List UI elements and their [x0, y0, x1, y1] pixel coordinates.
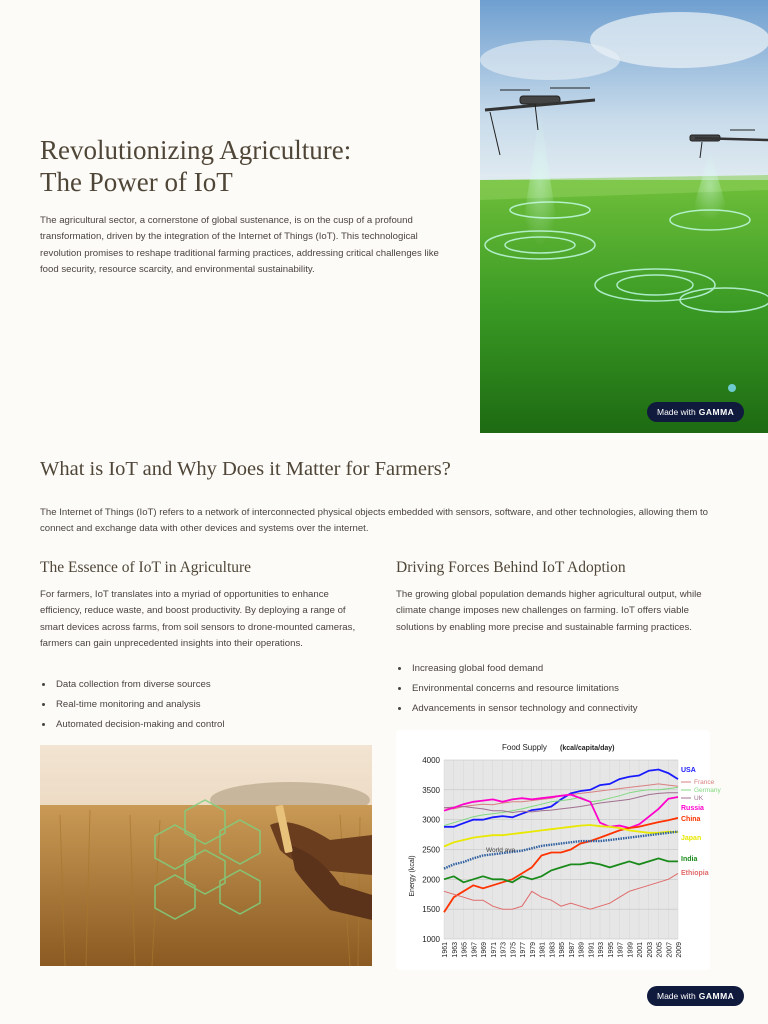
chart-x-tick-label: 1993 — [598, 942, 605, 958]
chart-x-tick-label: 1979 — [529, 942, 537, 958]
page-title-line-1: Revolutionizing Agriculture: — [40, 135, 352, 165]
right-column-paragraph: The growing global population demands higher agricultural output, while climate change imposes new challenges on farming. IoT offers viable solutions by enabling more precise and sustainable farming practices. — [396, 589, 702, 633]
list-item: Data collection from diverse sources — [40, 675, 370, 695]
list-item: Environmental concerns and resource limitations — [396, 679, 716, 699]
list-item: Automated decision-making and control — [40, 715, 370, 735]
chart-y-axis-label: Energy (kcal) — [409, 855, 416, 897]
chart-x-tick-label: 2003 — [646, 942, 654, 958]
right-bullet-list — [396, 659, 716, 719]
hero-paragraph: The agricultural sector, a cornerstone of global sustenance, is on the cusp of a profound transformation, driven by the integration of the Internet of Things (IoT). This technological revolution promises to reshape traditional farming practices, addressing critical challenges like food security, resource scarcity, and environmental sustainability. — [40, 215, 439, 276]
chart-x-tick-label: 1967 — [471, 942, 479, 958]
chart-x-tick-label: 1999 — [627, 942, 635, 958]
chart-x-tick-label: 2001 — [637, 942, 644, 958]
chart-y-tick-label: 1500 — [422, 905, 440, 915]
list-item: Advancements in sensor technology and connectivity — [396, 699, 716, 719]
chart-x-tick-label: 1991 — [588, 942, 596, 958]
chart-series-label: India — [681, 856, 698, 863]
chart-x-tick-label: 1963 — [451, 942, 459, 958]
chart-series-label: UK — [694, 795, 704, 802]
left-bullet-list — [40, 675, 370, 735]
left-column-paragraph: For farmers, IoT translates into a myriad of opportunities to enhance efficiency, reduce waste, and boost productivity. By deploying a range of smart devices across farms, from soil sensors to drone-mounted cameras, farmers can gain unprecedented insights into their operations. — [40, 589, 356, 650]
chart-series-label: Japan — [681, 835, 702, 842]
wheat-field-iot-image — [40, 745, 372, 966]
page-title-line-2: The Power of IoT — [40, 167, 233, 197]
chart-x-tick-label: 1977 — [520, 942, 527, 958]
chart-x-tick-label: 1981 — [539, 942, 547, 958]
chart-subtitle: (kcal/capita/day) — [560, 745, 615, 752]
chart-x-tick-label: 1969 — [481, 942, 488, 958]
chart-series-label: Ethiopia — [681, 870, 709, 877]
chart-series-label: World ave — [486, 846, 516, 854]
section-intro: The Internet of Things (IoT) refers to a network of interconnected physical objects embedded with sensors, software, and other technologies, allowing them to connect and exchange data with other devices and systems over the internet. — [40, 507, 709, 535]
chart-x-tick-label: 1997 — [617, 942, 625, 958]
chart-y-tick-label: 3500 — [422, 785, 440, 795]
chart-x-tick-label: 1975 — [510, 942, 518, 958]
made-with-gamma-badge-bottom[interactable] — [647, 986, 744, 1006]
gamma-logo: GAMMA — [698, 991, 735, 1001]
drone-field-image — [480, 0, 768, 433]
chart-series-label: China — [681, 816, 701, 823]
chart-series-label: Russia — [681, 805, 704, 812]
chart-y-tick-label: 3000 — [422, 815, 440, 825]
chart-y-tick-label: 1000 — [422, 935, 440, 944]
section-title: What is IoT and Why Does it Matter for Farmers? — [40, 458, 451, 480]
chart-x-tick-label: 2007 — [666, 942, 674, 958]
food-supply-chart-svg — [396, 730, 721, 970]
list-item: Real-time monitoring and analysis — [40, 695, 370, 715]
gamma-logo: GAMMA — [698, 407, 735, 417]
chart-y-tick-label: 2500 — [422, 845, 440, 855]
made-with-gamma-badge-top[interactable] — [647, 402, 744, 422]
chart-x-tick-label: 1973 — [500, 942, 508, 958]
chart-y-tick-label: 4000 — [422, 756, 440, 765]
chart-x-tick-label: 1995 — [607, 942, 615, 958]
chart-x-tick-label: 1971 — [490, 942, 498, 958]
badge-prefix: Made with — [657, 991, 696, 1001]
chart-x-tick-label: 1983 — [549, 942, 557, 958]
chart-x-tick-label: 1961 — [442, 942, 449, 958]
chart-series-label: USA — [681, 767, 696, 774]
chart-series-label: France — [694, 779, 715, 786]
chart-x-tick-label: 1965 — [461, 942, 469, 958]
right-column-title: Driving Forces Behind IoT Adoption — [396, 559, 626, 576]
left-column-title: The Essence of IoT in Agriculture — [40, 559, 252, 576]
list-item: Increasing global food demand — [396, 659, 716, 679]
chart-x-tick-label: 1987 — [568, 942, 576, 958]
chart-x-tick-label: 1989 — [578, 942, 586, 958]
food-supply-chart — [396, 730, 721, 970]
chart-x-tick-label: 1985 — [559, 942, 566, 958]
chart-title: Food Supply — [502, 743, 547, 752]
badge-prefix: Made with — [657, 407, 696, 417]
chart-x-tick-label: 2009 — [676, 942, 683, 958]
chart-x-tick-label: 2005 — [656, 942, 664, 958]
page-title — [40, 134, 460, 198]
chart-y-tick-label: 2000 — [422, 875, 440, 885]
chart-series-label: Germany — [694, 787, 721, 794]
